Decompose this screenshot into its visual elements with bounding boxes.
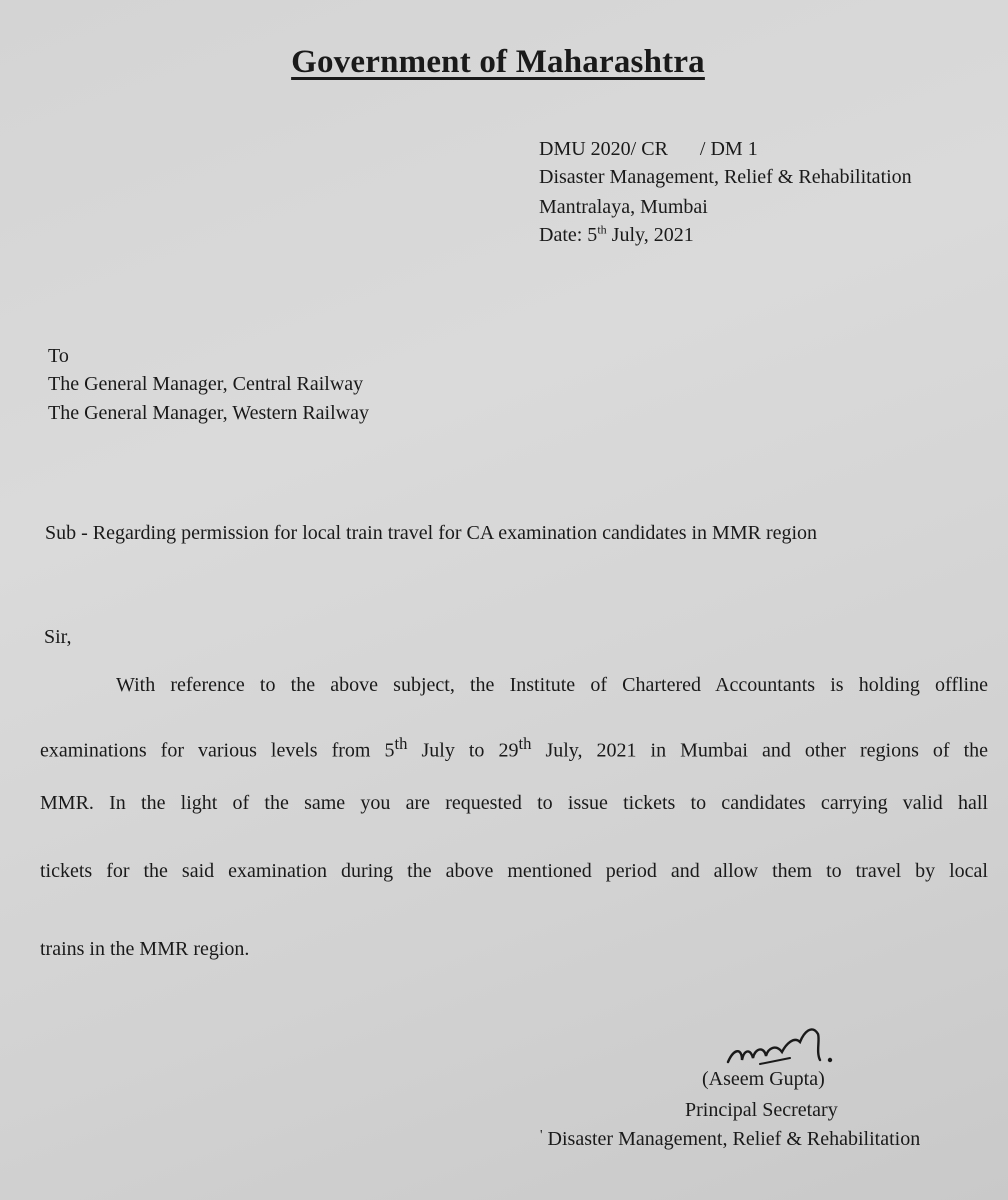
signatory-designation: Principal Secretary <box>685 1099 838 1121</box>
letter-title: Government of Maharashtra <box>291 44 705 80</box>
salutation: Sir, <box>44 626 72 648</box>
date-prefix: Date: 5 <box>539 224 598 246</box>
reference-block <box>539 134 758 164</box>
file-number: DMU 2020/ CR <box>539 138 668 160</box>
addressee-line-1: The General Manager, Central Railway <box>48 373 364 395</box>
signatory-department-text: Disaster Management, Relief & Rehabilitation <box>547 1128 921 1150</box>
signatory-department: ' Disaster Management, Relief & Rehabilitation <box>540 1128 921 1150</box>
body-line-2-a: examinations for various levels from 5 <box>40 739 395 762</box>
body-line-2-b: July to 29 <box>407 739 519 762</box>
body-line-4: tickets for the said examination during the above mentioned period and allow them to travel by local <box>40 860 988 882</box>
letter-date <box>539 220 694 250</box>
date-suffix: July, 2021 <box>606 224 694 246</box>
body-sup-1: th <box>394 734 408 753</box>
body-line-1: With reference to the above subject, the Institute of Chartered Accountants is holding offline <box>116 674 988 696</box>
issuing-location: Mantralaya, Mumbai <box>539 196 708 218</box>
body-line-2-c: July, 2021 in Mumbai and other regions of the <box>531 739 988 762</box>
date-superscript: th <box>597 222 607 237</box>
body-line-2 <box>40 734 988 763</box>
issuing-department: Disaster Management, Relief & Rehabilitation <box>539 166 912 188</box>
body-line-3: MMR. In the light of the same you are requested to issue tickets to candidates carrying valid hall <box>40 792 988 814</box>
addressee-to: To <box>48 345 69 367</box>
body-sup-2: th <box>518 734 532 753</box>
handwritten-signature <box>720 1018 840 1074</box>
body-line-5: trains in the MMR region. <box>40 938 250 960</box>
signatory-name: (Aseem Gupta) <box>702 1068 825 1090</box>
subject-line: Sub - Regarding permission for local train travel for CA examination candidates in MMR region <box>45 522 818 544</box>
addressee-line-2: The General Manager, Western Railway <box>48 402 369 424</box>
file-suffix: / DM 1 <box>699 138 758 160</box>
